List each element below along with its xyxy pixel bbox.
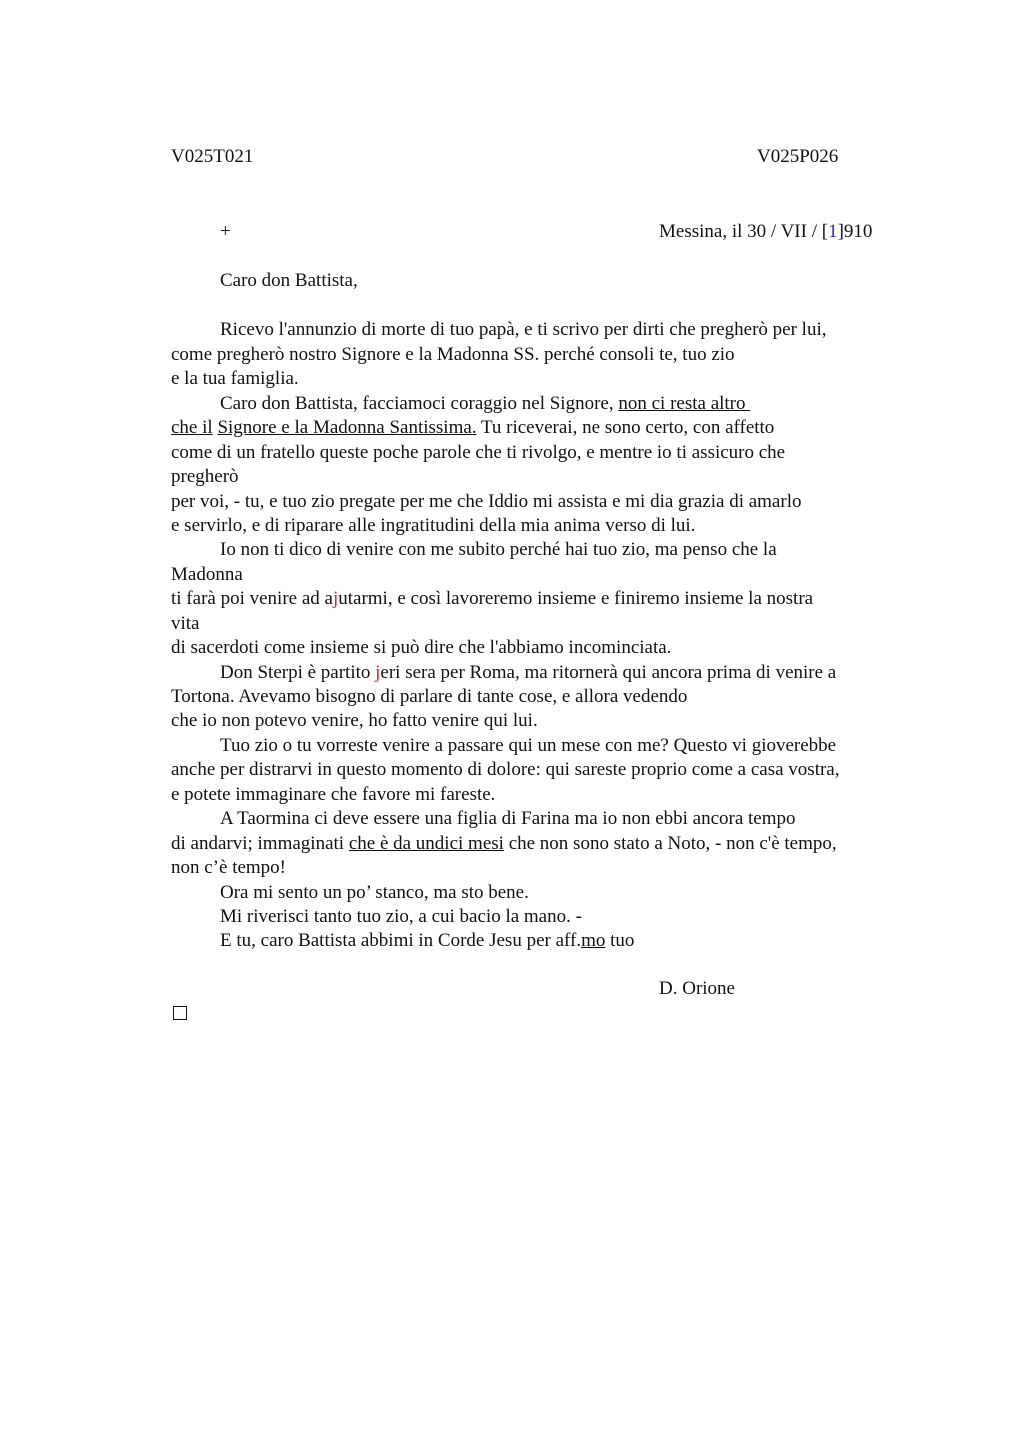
- corrected-letter: j: [375, 662, 381, 683]
- date-prefix: Messina, il 30 / VII / [: [659, 221, 829, 242]
- letter-date: [659, 221, 872, 243]
- body-line: Io non ti dico di venire con me subito perché hai tuo zio, ma penso che la: [220, 539, 777, 560]
- end-marker-square-icon: [173, 1006, 187, 1020]
- date-suffix: ]910: [837, 221, 873, 242]
- body-line: vita: [171, 613, 200, 634]
- body-line: come di un fratello queste poche parole che ti rivolgo, e mentre io ti assicuro che: [171, 442, 786, 463]
- body-line: [220, 392, 750, 416]
- cross-symbol: +: [220, 221, 231, 242]
- date-bracket-digit: 1: [828, 221, 838, 242]
- text-run: ti farà poi venire ad a: [171, 588, 333, 609]
- body-line: [220, 661, 836, 685]
- text-run: Don Sterpi è partito: [220, 662, 376, 683]
- body-line: Mi riverisci tanto tuo zio, a cui bacio la mano. -: [220, 906, 582, 927]
- text-run: che non sono stato a Noto, - non c'è tempo,: [503, 833, 837, 854]
- salutation: Caro don Battista,: [220, 270, 358, 291]
- body-line: Tuo zio o tu vorreste venire a passare qui un mese con me? Questo vi gioverebbe: [220, 735, 837, 756]
- body-line: di sacerdoti come insieme si può dire che l'abbiamo incominciata.: [171, 637, 672, 658]
- underlined-text: Signore e la Madonna Santissima.: [217, 417, 477, 438]
- body-line: Ricevo l'annunzio di morte di tuo papà, e ti scrivo per dirti che pregherò per lui,: [220, 319, 827, 340]
- body-line: e la tua famiglia.: [171, 368, 299, 389]
- corrected-letter: j: [332, 588, 339, 609]
- body-line: Ora mi sento un po’ stanco, ma sto bene.: [220, 882, 529, 903]
- underlined-text: che il: [171, 417, 213, 438]
- body-line: [220, 929, 634, 953]
- body-line: Madonna: [171, 564, 243, 585]
- body-line: e potete immaginare che favore mi fareste.: [171, 784, 496, 805]
- body-line: non c’è tempo!: [171, 857, 287, 878]
- document-code-left: V025T021: [171, 146, 254, 167]
- text-run: E tu, caro Battista abbimi in Corde Jesu per aff.: [220, 930, 582, 951]
- body-line: come pregherò nostro Signore e la Madonna SS. perché consoli te, tuo zio: [171, 344, 735, 365]
- body-line: per voi, - tu, e tuo zio pregate per me che Iddio mi assista e mi dia grazia di amarlo: [171, 491, 802, 512]
- text-run: Caro don Battista, facciamoci coraggio nel Signore,: [220, 393, 619, 414]
- body-line: [171, 587, 813, 611]
- text-run: utarmi, e così lavoreremo insieme e finiremo insieme la nostra: [338, 588, 814, 609]
- document-code-right: V025P026: [757, 146, 839, 167]
- body-line: Tortona. Avevamo bisogno di parlare di tante cose, e allora vedendo: [171, 686, 688, 707]
- text-run: eri sera per Roma, ma ritornerà qui ancora prima di venire a: [380, 662, 837, 683]
- body-line: anche per distrarvi in questo momento di dolore: qui sareste proprio come a casa vostra,: [171, 759, 840, 780]
- body-line: e servirlo, e di riparare alle ingratitudini della mia anima verso di lui.: [171, 515, 696, 536]
- underlined-text: mo: [581, 930, 606, 951]
- body-line: che io non potevo venire, ho fatto venire qui lui.: [171, 710, 538, 731]
- text-run: di andarvi; immaginati: [171, 833, 349, 854]
- body-line: A Taormina ci deve essere una figlia di Farina ma io non ebbi ancora tempo: [220, 808, 796, 829]
- text-run: Tu riceverai, ne sono certo, con affetto: [476, 417, 775, 438]
- body-line: [171, 416, 774, 440]
- underlined-text: che è da undici mesi: [348, 833, 504, 854]
- underlined-text: non ci resta altro: [618, 393, 751, 414]
- signature: D. Orione: [659, 978, 735, 999]
- text-run: tuo: [605, 930, 635, 951]
- body-line: [171, 832, 837, 856]
- body-line: pregherò: [171, 466, 239, 487]
